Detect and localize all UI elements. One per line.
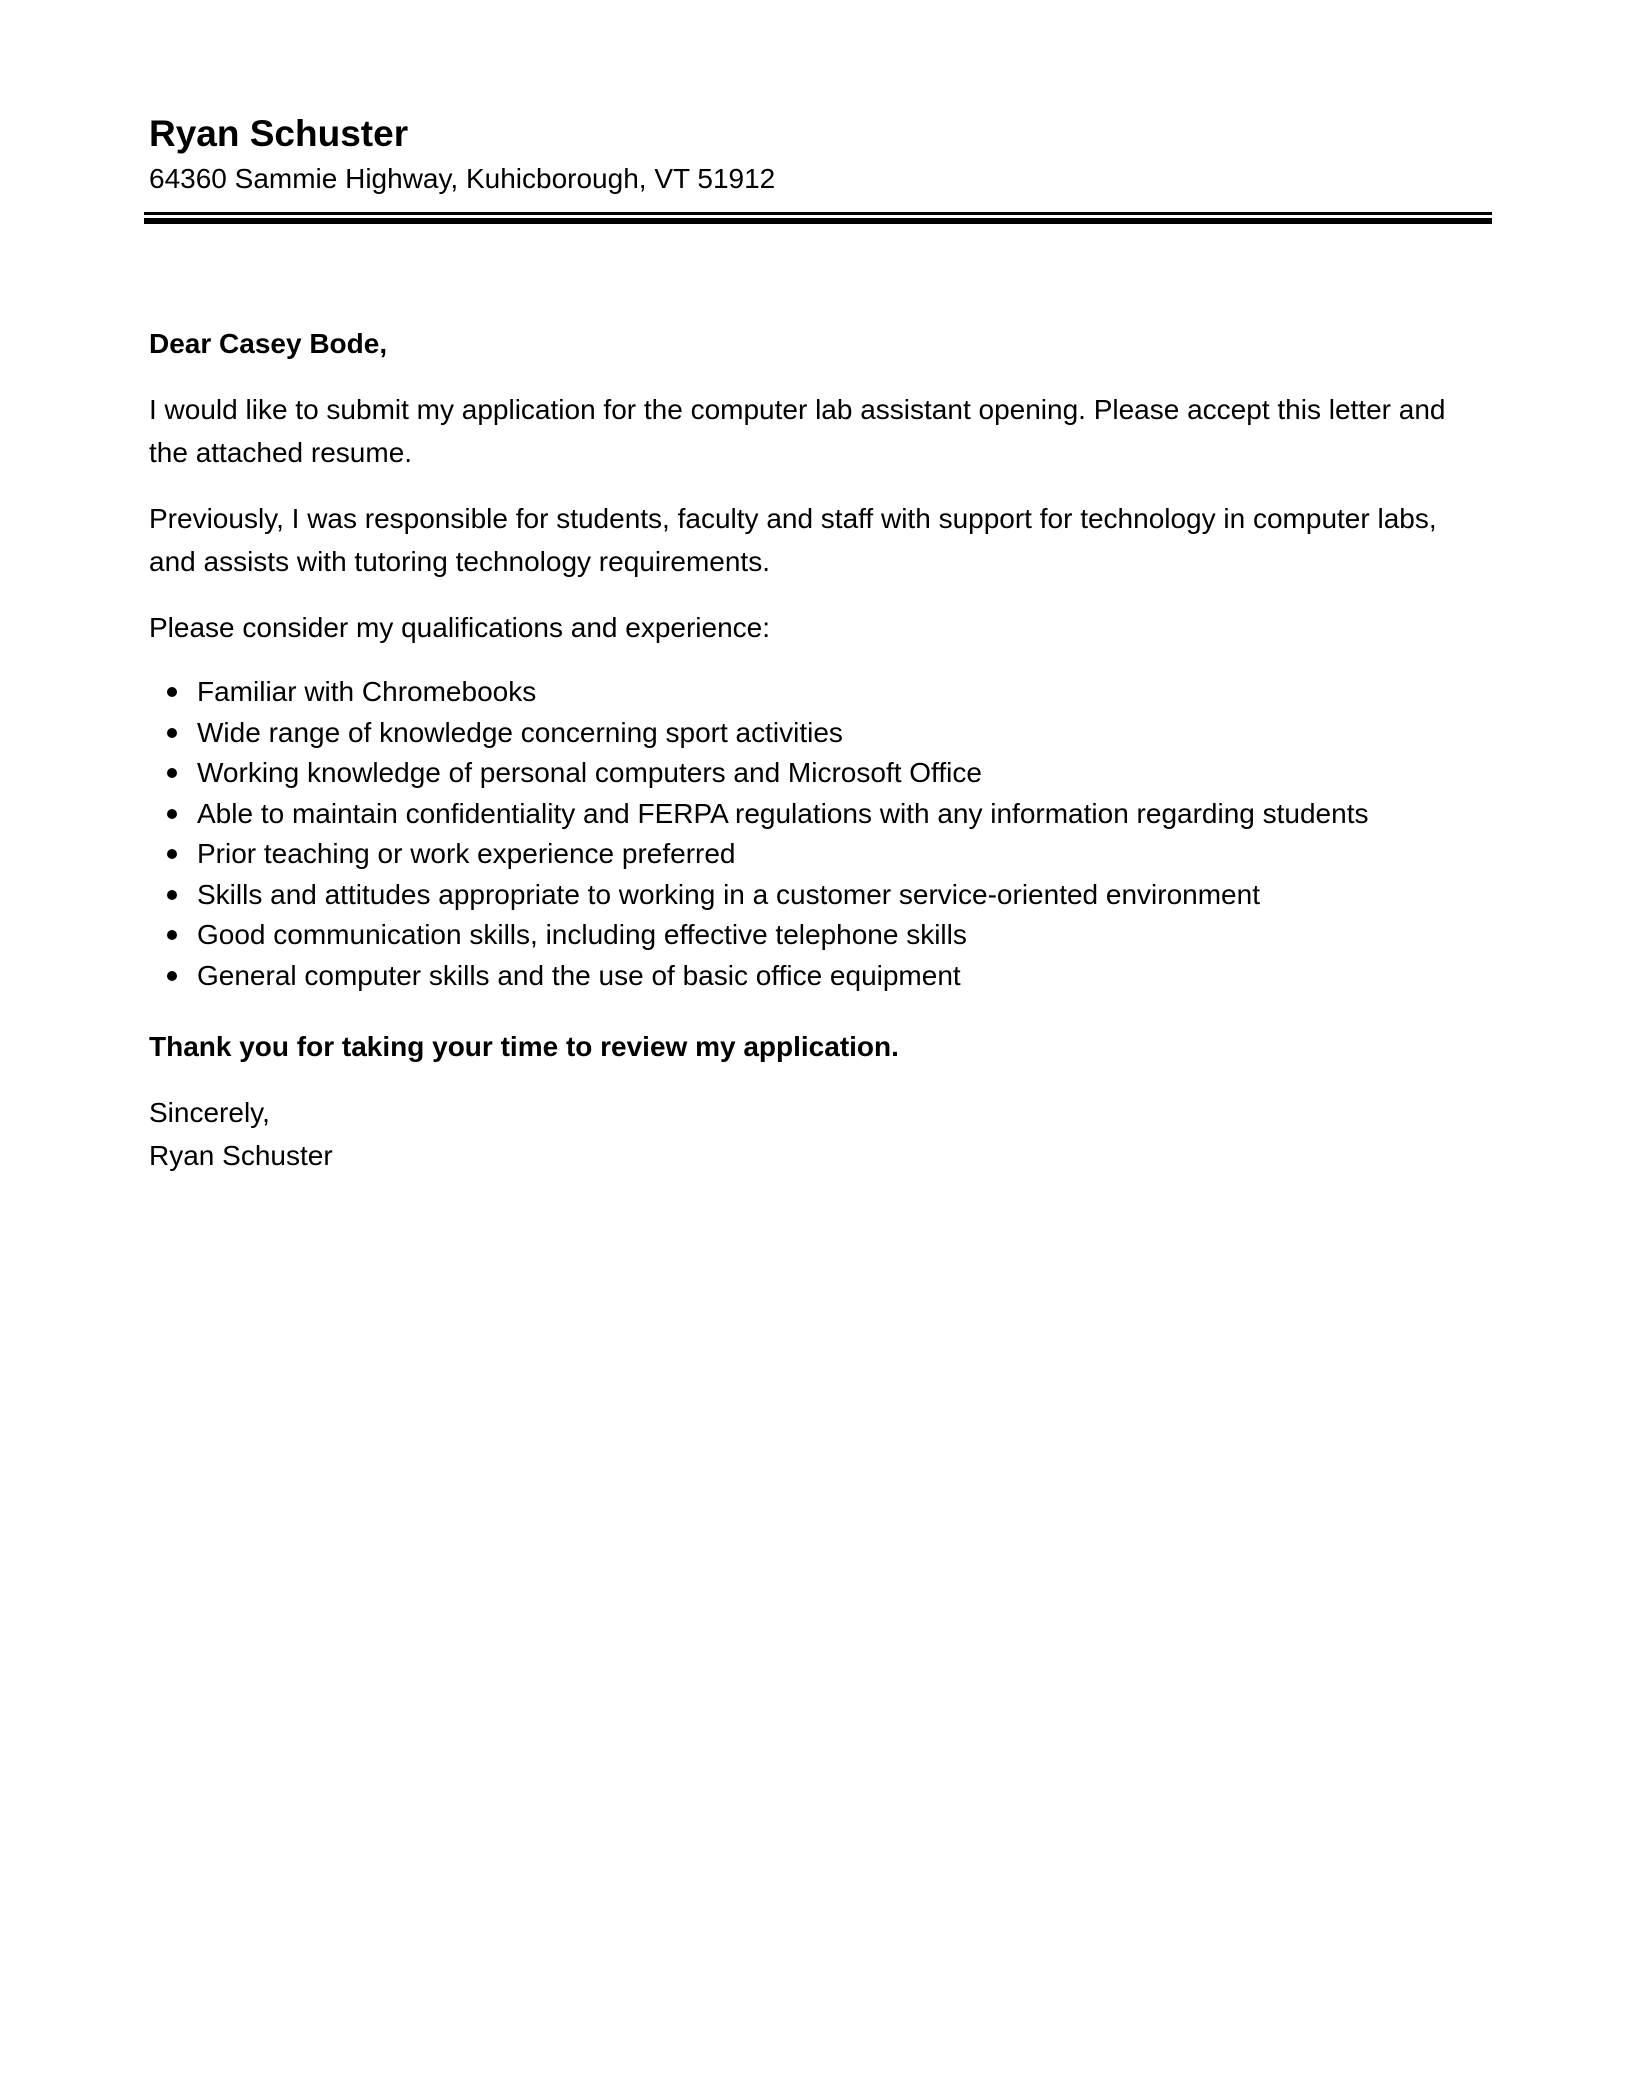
list-item bbox=[149, 753, 1489, 794]
list-item-text: Wide range of knowledge concerning sport activities bbox=[197, 716, 843, 748]
closing: Sincerely, bbox=[149, 1097, 270, 1128]
list-item-text: Able to maintain confidentiality and FERPA regulations with any information regarding students bbox=[197, 797, 1369, 829]
bullet-icon bbox=[167, 890, 177, 900]
list-item bbox=[149, 794, 1489, 835]
sender-address: 64360 Sammie Highway, Kuhicborough, VT 51912 bbox=[149, 163, 776, 194]
list-item bbox=[149, 834, 1489, 875]
list-item bbox=[149, 956, 1489, 997]
list-item bbox=[149, 713, 1489, 754]
list-item-text: Good communication skills, including effective telephone skills bbox=[197, 919, 967, 950]
list-item-text: Prior teaching or work experience preferred bbox=[197, 838, 736, 869]
qualifications-list bbox=[149, 672, 1489, 996]
list-item-text: Familiar with Chromebooks bbox=[197, 676, 537, 707]
list-item-text: General computer skills and the use of basic office equipment bbox=[197, 959, 961, 991]
list-item bbox=[149, 672, 1489, 713]
bullet-icon bbox=[167, 809, 177, 819]
paragraph-intro: I would like to submit my application for the computer lab assistant opening. Please accept this letter and the attached resume. bbox=[149, 394, 1446, 468]
signoff bbox=[149, 1091, 1489, 1177]
header-divider bbox=[144, 212, 1492, 224]
bullet-icon bbox=[167, 687, 177, 697]
list-item-text: Working knowledge of personal computers and Microsoft Office bbox=[197, 757, 982, 788]
bullet-icon bbox=[167, 768, 177, 778]
list-item bbox=[149, 875, 1489, 916]
thank-you-line: Thank you for taking your time to review my application. bbox=[149, 1031, 899, 1062]
letter-header bbox=[149, 108, 1489, 198]
list-item-text: Skills and attitudes appropriate to working in a customer service-oriented environment bbox=[197, 878, 1260, 910]
bullet-icon bbox=[167, 930, 177, 940]
paragraph-qualifications-intro: Please consider my qualifications and experience: bbox=[149, 612, 771, 643]
bullet-icon bbox=[167, 849, 177, 859]
salutation: Dear Casey Bode, bbox=[149, 328, 388, 359]
divider-thick-line bbox=[144, 218, 1492, 224]
bullet-icon bbox=[167, 971, 177, 981]
signature-name: Ryan Schuster bbox=[149, 1140, 333, 1171]
letter-body bbox=[149, 322, 1489, 1177]
sender-name: Ryan Schuster bbox=[149, 113, 409, 154]
paragraph-experience: Previously, I was responsible for students, faculty and staff with support for technology in computer labs, and assists with tutoring technology requirements. bbox=[149, 503, 1437, 577]
bullet-icon bbox=[167, 728, 177, 738]
list-item bbox=[149, 915, 1489, 956]
